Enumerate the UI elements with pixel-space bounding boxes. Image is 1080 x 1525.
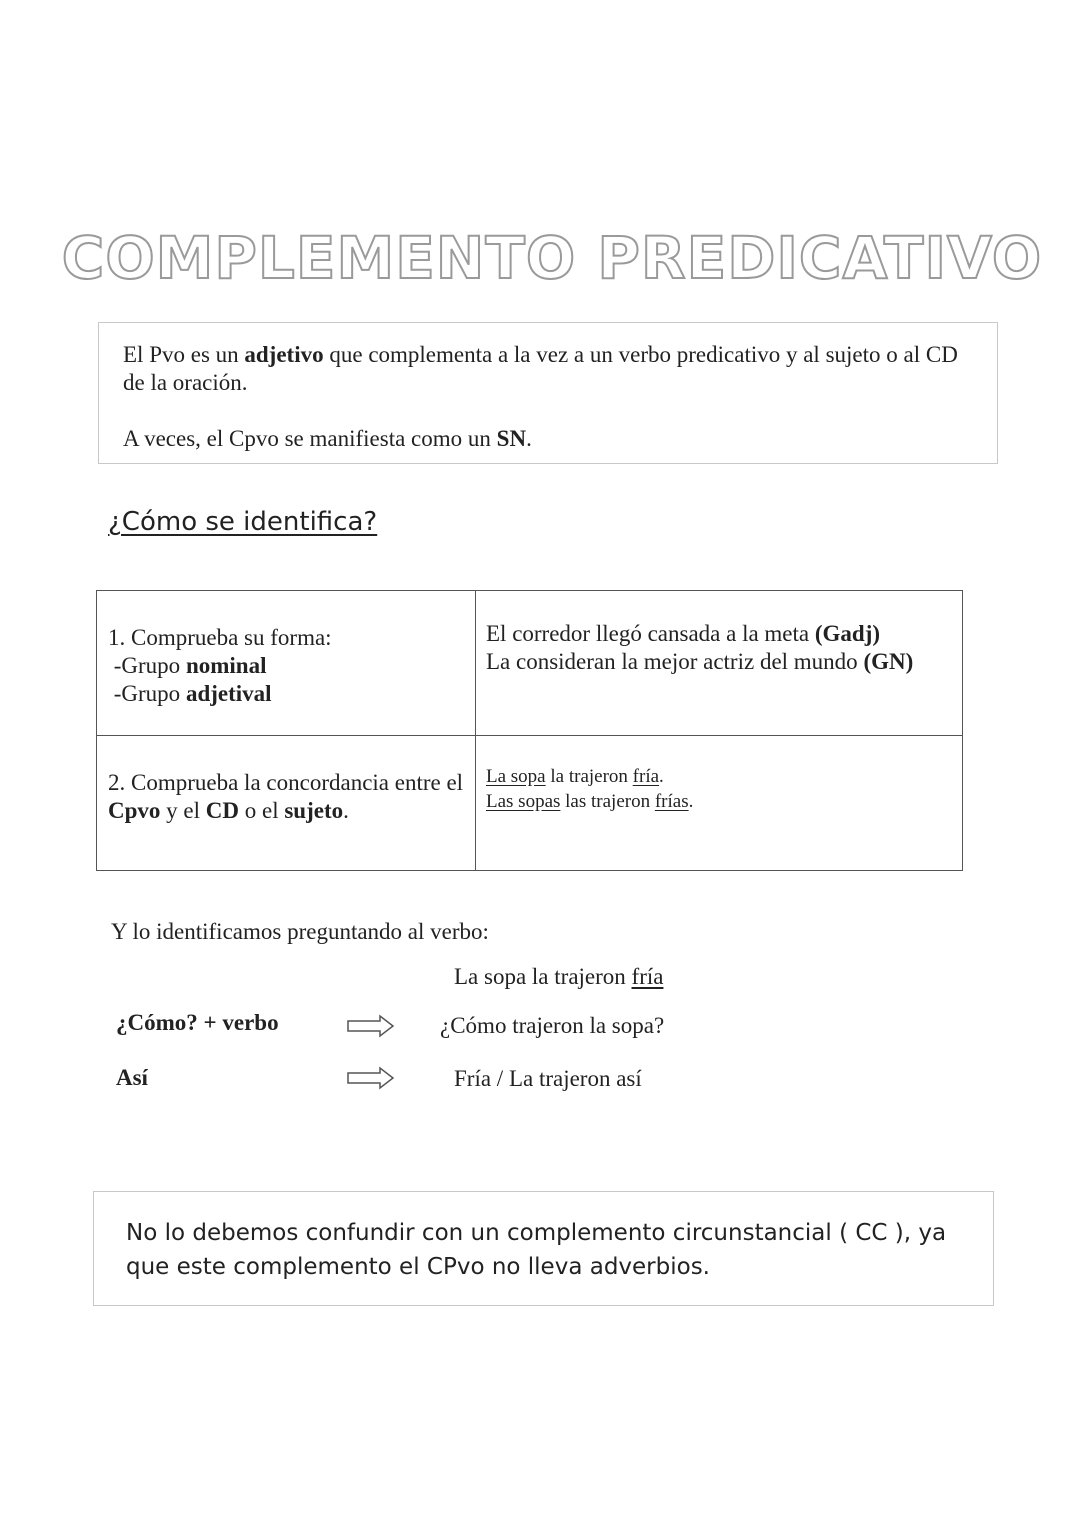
note-text: No lo debemos confundir con un complemento circunstancial ( CC ), ya que este complemento el CPvo no lleva adverbios.: [126, 1220, 947, 1280]
page-title: COMPLEMENTO PREDICATIVO: [61, 224, 1043, 292]
definition-text: El Pvo es un: [123, 342, 245, 367]
table-cell-form-examples: [476, 591, 963, 736]
definition-text: A veces, el Cpvo se manifiesta como un: [123, 426, 497, 451]
definition-paragraph-2: [123, 425, 983, 453]
table-row: [97, 591, 963, 736]
note-box: [93, 1191, 994, 1306]
arrow-right-icon: [346, 1066, 396, 1090]
example-line: Las sopas las trajeron frías.: [486, 791, 694, 812]
question-intro: Y lo identificamos preguntando al verbo:: [111, 919, 489, 944]
definition-text: .: [526, 426, 532, 451]
question-example: La sopa la trajeron fría: [454, 964, 664, 989]
definition-keyword: adjetivo: [244, 342, 324, 367]
section-heading: ¿Cómo se identifica?: [108, 507, 378, 537]
step-1-title: 1. Comprueba su forma:: [108, 625, 332, 650]
table-cell-agreement-examples: [476, 736, 963, 871]
example-line: La sopa la trajeron fría.: [486, 766, 664, 787]
identification-table: [96, 590, 963, 871]
step-1-item: -Grupo adjetival: [113, 681, 272, 706]
step-1-item: -Grupo nominal: [113, 653, 267, 678]
question-1-answer: ¿Cómo trajeron la sopa?: [440, 1013, 665, 1038]
example-line: La consideran la mejor actriz del mundo (GN): [486, 649, 914, 674]
question-1-label: ¿Cómo? + verbo: [116, 1010, 279, 1035]
definition-text: que complementa a la vez a un verbo predicativo y al sujeto o al CD de la oración.: [123, 342, 958, 395]
step-2-text: 2. Comprueba la concordancia entre el Cpvo y el CD o el sujeto.: [108, 770, 464, 823]
definition-box: [98, 322, 998, 464]
question-2-label: Así: [116, 1065, 148, 1090]
table-row: [97, 736, 963, 871]
question-2-answer: Fría / La trajeron así: [454, 1066, 642, 1091]
arrow-right-icon: [346, 1014, 396, 1038]
table-cell-form-check: [97, 591, 476, 736]
table-cell-agreement-check: [97, 736, 476, 871]
definition-paragraph-1: [123, 341, 983, 397]
example-line: El corredor llegó cansada a la meta (Gadj): [486, 621, 881, 646]
definition-keyword: SN: [496, 426, 527, 451]
